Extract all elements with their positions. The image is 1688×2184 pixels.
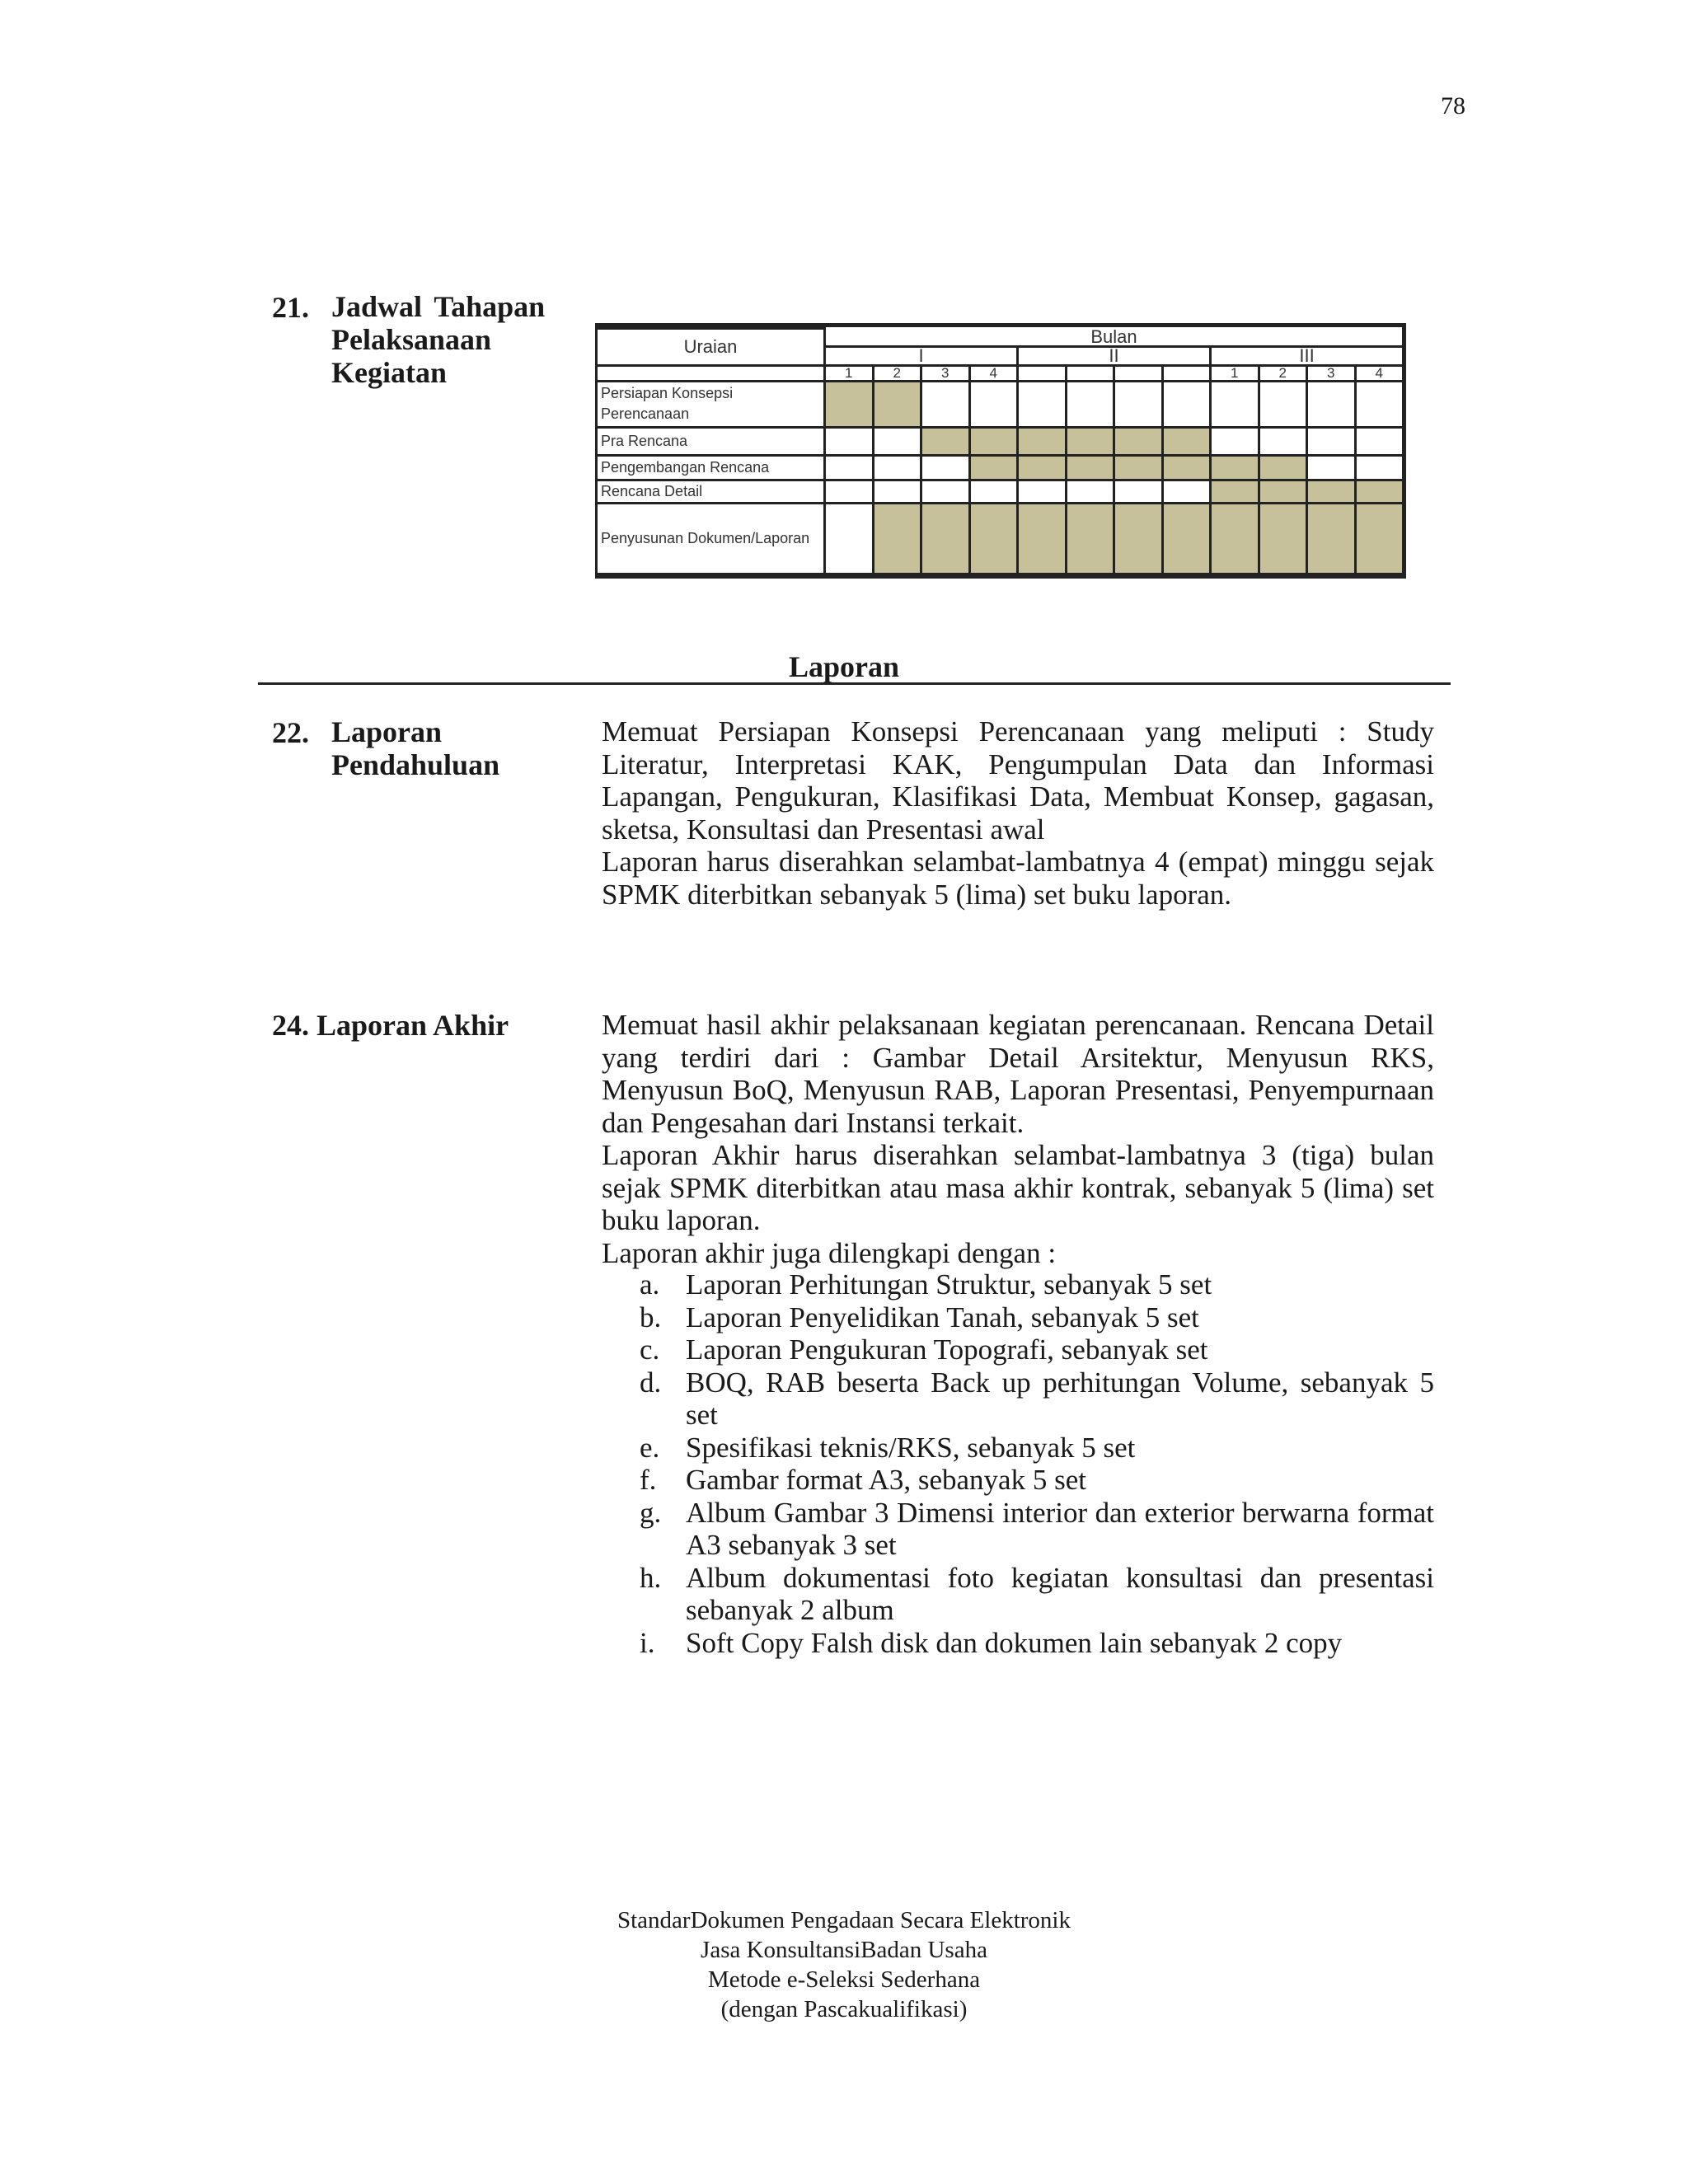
- gantt-row-label: Pengembangan Rencana: [597, 455, 825, 480]
- gantt-cell-scheduled: [1307, 503, 1356, 574]
- gantt-row-label: Persiapan Konsepsi Perencanaan: [597, 381, 825, 427]
- horizontal-rule: [258, 682, 1451, 685]
- gantt-cell-scheduled: [1114, 427, 1163, 455]
- list-text: Album Gambar 3 Dimensi interior dan exterior berwarna format A3 sebanyak 3 set: [686, 1496, 1434, 1561]
- section-22-paragraph: Memuat Persiapan Konsepsi Perencanaan yang meliputi : Study Literatur, Interpretasi KAK, Pengumpulan Data dan Informasi Lapangan, Pengukuran, Klasifikasi Data, Membuat Konsep, gagasan, sketsa, Konsultasi dan Presentasi awal: [602, 715, 1434, 846]
- section-21-number: 21.: [272, 291, 309, 324]
- list-item: [640, 1333, 1434, 1366]
- gantt-cell-scheduled: [1018, 455, 1067, 480]
- list-text: Soft Copy Falsh disk dan dokumen lain sebanyak 2 copy: [686, 1626, 1343, 1659]
- list-text: Laporan Penyelidikan Tanah, sebanyak 5 set: [686, 1301, 1199, 1333]
- gantt-row-label: Pra Rencana: [597, 427, 825, 455]
- month-header: I: [825, 346, 1018, 365]
- gantt-cell-empty: [1307, 381, 1356, 427]
- section-21-title-line3: Kegiatan: [331, 356, 447, 389]
- page-footer: [0, 1905, 1688, 2024]
- gantt-cell-scheduled: [969, 503, 1018, 574]
- week-header: 2: [873, 365, 921, 381]
- week-header: 1: [825, 365, 874, 381]
- gantt-row: [597, 455, 1404, 480]
- gantt-row: [597, 427, 1404, 455]
- section-24-paragraph: Laporan Akhir harus diserahkan selambat-lambatnya 3 (tiga) bulan sejak SPMK diterbitkan atau masa akhir kontrak, sebanyak 5 (lima) set buku laporan.: [602, 1139, 1434, 1236]
- gantt-cell-scheduled: [1066, 455, 1114, 480]
- gantt-cell-empty: [969, 480, 1018, 503]
- gantt-cell-empty: [873, 455, 921, 480]
- gantt-cell-empty: [921, 381, 970, 427]
- gantt-row-label: Rencana Detail: [597, 480, 825, 503]
- week-header: 4: [969, 365, 1018, 381]
- section-24-list: [640, 1268, 1434, 1659]
- gantt-cell-empty: [1162, 480, 1211, 503]
- week-header: [1066, 365, 1114, 381]
- footer-line: Jasa KonsultansiBadan Usaha: [701, 1937, 987, 1963]
- gantt-cell-scheduled: [1162, 503, 1211, 574]
- gantt-cell-scheduled: [1355, 503, 1404, 574]
- gantt-cell-empty: [1259, 381, 1307, 427]
- gantt-cell-empty: [1307, 455, 1356, 480]
- footer-line: Metode e-Seleksi Sederhana: [707, 1966, 981, 1993]
- week-header-blank: [597, 365, 825, 381]
- gantt-cell-scheduled: [825, 381, 874, 427]
- list-marker: d.: [640, 1366, 662, 1399]
- footer-line: StandarDokumen Pengadaan Secara Elektronik: [617, 1907, 1071, 1933]
- list-text: Laporan Perhitungan Struktur, sebanyak 5 set: [686, 1268, 1212, 1301]
- list-item: [640, 1366, 1434, 1432]
- gantt-cell-empty: [1355, 455, 1404, 480]
- week-header: 2: [1259, 365, 1307, 381]
- list-marker: e.: [640, 1431, 660, 1464]
- gantt-cell-empty: [825, 480, 874, 503]
- gantt-cell-scheduled: [1259, 455, 1307, 480]
- gantt-row: [597, 381, 1404, 427]
- section-21-title-line1: Jadwal Tahapan: [331, 290, 546, 323]
- gantt-cell-scheduled: [1259, 480, 1307, 503]
- gantt-grid: [595, 327, 1404, 575]
- gantt-cell-scheduled: [969, 427, 1018, 455]
- list-text: Spesifikasi teknis/RKS, sebanyak 5 set: [686, 1431, 1136, 1464]
- week-header: [1162, 365, 1211, 381]
- week-header: [1018, 365, 1067, 381]
- list-marker: b.: [640, 1301, 662, 1333]
- gantt-cell-empty: [1307, 427, 1356, 455]
- list-marker: g.: [640, 1496, 662, 1529]
- section-22-paragraph: Laporan harus diserahkan selambat-lambatnya 4 (empat) minggu sejak SPMK diterbitkan sebanyak 5 (lima) set buku laporan.: [602, 846, 1434, 911]
- gantt-cell-empty: [873, 427, 921, 455]
- page-number: 78: [1441, 92, 1465, 120]
- gantt-cell-scheduled: [1114, 455, 1163, 480]
- gantt-cell-empty: [873, 480, 921, 503]
- section-21-title-line2: Pelaksanaan: [331, 323, 492, 356]
- list-text: Gambar format A3, sebanyak 5 set: [686, 1464, 1086, 1496]
- gantt-cell-empty: [1355, 427, 1404, 455]
- gantt-cell-empty: [1066, 381, 1114, 427]
- section-22-title-line2: Pendahuluan: [331, 748, 500, 781]
- gantt-cell-empty: [921, 455, 970, 480]
- gantt-cell-empty: [1211, 427, 1259, 455]
- gantt-cell-empty: [921, 480, 970, 503]
- gantt-cell-scheduled: [1211, 480, 1259, 503]
- section-24-title: 24. Laporan Akhir: [272, 1009, 509, 1042]
- gantt-cell-empty: [1211, 381, 1259, 427]
- gantt-cell-empty: [1259, 427, 1307, 455]
- gantt-row: [597, 480, 1404, 503]
- list-text: Album dokumentasi foto kegiatan konsultasi dan presentasi sebanyak 2 album: [686, 1561, 1434, 1626]
- laporan-heading: Laporan: [788, 650, 900, 683]
- list-text: BOQ, RAB beserta Back up perhitungan Volume, sebanyak 5 set: [686, 1366, 1434, 1431]
- week-header: [1114, 365, 1163, 381]
- list-item: [640, 1432, 1434, 1465]
- gantt-cell-empty: [1114, 480, 1163, 503]
- gantt-cell-scheduled: [873, 503, 921, 574]
- week-header: 4: [1355, 365, 1404, 381]
- gantt-cell-scheduled: [1162, 427, 1211, 455]
- gantt-cell-scheduled: [1307, 480, 1356, 503]
- gantt-cell-empty: [1066, 480, 1114, 503]
- gantt-cell-empty: [1114, 381, 1163, 427]
- section-22-title-line1: Laporan: [331, 715, 443, 748]
- gantt-cell-empty: [1355, 381, 1404, 427]
- list-text: Laporan Pengukuran Topografi, sebanyak set: [686, 1333, 1208, 1366]
- section-24-paragraph: Laporan akhir juga dilengkapi dengan :: [602, 1236, 1057, 1269]
- list-item: [640, 1301, 1434, 1334]
- week-header: 1: [1211, 365, 1259, 381]
- gantt-cell-scheduled: [1211, 503, 1259, 574]
- list-item: [640, 1562, 1434, 1627]
- list-marker: i.: [640, 1626, 655, 1659]
- gantt-cell-empty: [825, 427, 874, 455]
- gantt-cell-empty: [969, 381, 1018, 427]
- section-24-paragraph: Memuat hasil akhir pelaksanaan kegiatan perencanaan. Rencana Detail yang terdiri dari : Gambar Detail Arsitektur, Menyusun RKS, Menyusun BoQ, Menyusun RAB, Laporan Presentasi, Penyempurnaan dan Pengesahan dari Instansi terkait.: [602, 1009, 1434, 1139]
- week-header: 3: [921, 365, 970, 381]
- gantt-cell-scheduled: [921, 427, 970, 455]
- list-marker: a.: [640, 1268, 660, 1301]
- gantt-cell-empty: [825, 455, 874, 480]
- list-marker: f.: [640, 1464, 657, 1496]
- gantt-cell-scheduled: [1355, 480, 1404, 503]
- gantt-cell-scheduled: [1114, 503, 1163, 574]
- gantt-cell-empty: [1162, 381, 1211, 427]
- list-marker: c.: [640, 1333, 660, 1366]
- section-22-body: [602, 715, 1434, 911]
- week-header: 3: [1307, 365, 1356, 381]
- gantt-row: [597, 503, 1404, 574]
- gantt-cell-scheduled: [921, 503, 970, 574]
- footer-line: (dengan Pascakualifikasi): [720, 1996, 968, 2022]
- month-header: II: [1018, 346, 1211, 365]
- gantt-cell-scheduled: [1066, 427, 1114, 455]
- gantt-row-label: Penyusunan Dokumen/Laporan: [597, 503, 825, 574]
- gantt-cell-empty: [1018, 381, 1067, 427]
- uraian-header: Uraian: [597, 329, 825, 366]
- list-item: [640, 1627, 1434, 1660]
- gantt-cell-scheduled: [1018, 503, 1067, 574]
- bulan-header: Bulan: [825, 329, 1404, 347]
- list-item: [640, 1464, 1434, 1497]
- section-22-number: 22.: [272, 716, 309, 749]
- list-item: [640, 1268, 1434, 1301]
- schedule-gantt-table: [595, 323, 1406, 579]
- gantt-cell-scheduled: [1259, 503, 1307, 574]
- gantt-cell-empty: [825, 503, 874, 574]
- gantt-cell-scheduled: [873, 381, 921, 427]
- month-header: III: [1211, 346, 1404, 365]
- list-marker: h.: [640, 1561, 662, 1594]
- gantt-cell-scheduled: [1211, 455, 1259, 480]
- gantt-cell-empty: [1018, 480, 1067, 503]
- section-24-body: [602, 1009, 1434, 1269]
- gantt-cell-scheduled: [1162, 455, 1211, 480]
- gantt-cell-scheduled: [1018, 427, 1067, 455]
- gantt-cell-scheduled: [1066, 503, 1114, 574]
- gantt-cell-scheduled: [969, 455, 1018, 480]
- list-item: [640, 1497, 1434, 1562]
